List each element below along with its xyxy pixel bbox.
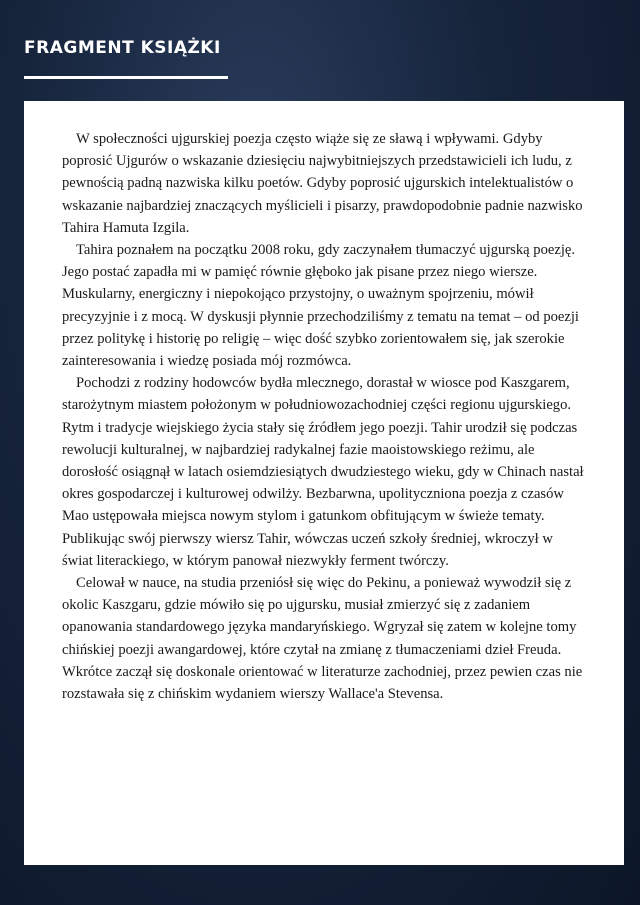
section-title: FRAGMENT KSIĄŻKI	[24, 38, 221, 58]
paragraph-4: Celował w nauce, na studia przeniósł się więc do Pekinu, a ponieważ wywodził się z okolic Kaszgaru, gdzie mówiło się po ujgursku, musiał zmierzyć się z zadaniem opanowania standardowego języka mandaryńskiego. Wgryzał się zatem w kolejne tomy chińskiej poezji awangardowej, które czytał na zmianę z tłumaczeniami dzieł Freuda. Wkrótce zaczął się doskonale orientować w literaturze zachodniej, przez pewien czas nie rozstawała się z chińskim wydaniem wierszy Wallace'a Stevensa.	[62, 575, 583, 703]
title-underline	[24, 76, 228, 79]
paragraph-2: Tahira poznałem na początku 2008 roku, gdy zaczynałem tłumaczyć ujgurską poezję. Jego postać zapadła mi w pamięć równie głęboko jak pisane przez niego wiersze. Muskularny, energiczny i niepokojąco przystojny, o uważnym spojrzeniu, mówił precyzyjnie i z mocą. W dyskusji płynnie przechodziliśmy z tematu na temat – od poezji przez politykę i historię po religię – więc dość szybko zorientowałem się, jak szerokie zainteresowania i wiedzę posiada mój rozmówca.	[62, 242, 579, 370]
paragraph-3: Pochodzi z rodziny hodowców bydła mlecznego, dorastał w wiosce pod Kaszgarem, starożytnym miastem położonym w południowozachodniej części regionu ujgurskiego. Rytm i tradycje wiejskiego życia stały się źródłem jego poezji. Tahir urodził się podczas rewolucji kulturalnej, w najbardziej radykalnej fazie maoistowskiego reżimu, ale dorosłość osiągnął w latach osiemdziesiątych dwudziestego wieku, gdy w Chinach nastał okres gospodarczej i kulturowej odwilży. Bezbarwna, upolityczniona poezja z czasów Mao ustępowała miejsca nowym stylom i gatunkom obfitującym w świeże tematy. Publikując swój pierwszy wiersz Tahir, wówczas uczeń szkoły średniej, wkroczył w świat literackiego, w którym panował niezwykły ferment twórczy.	[62, 375, 584, 569]
paragraph-1: W społeczności ujgurskiej poezja często wiąże się ze sławą i wpływami. Gdyby poprosić Ujgurów o wskazanie dziesięciu najwybitniejszych przedstawicieli ich ludu, z pewnością padną nazwiska kilku poetów. Gdyby poprosić ujgurskich intelektualistów o wskazanie najbardziej znaczących myślicieli i pisarzy, prawdopodobnie padnie nazwisko Tahira Hamuta Izgila.	[62, 131, 583, 236]
excerpt-card	[24, 101, 624, 865]
